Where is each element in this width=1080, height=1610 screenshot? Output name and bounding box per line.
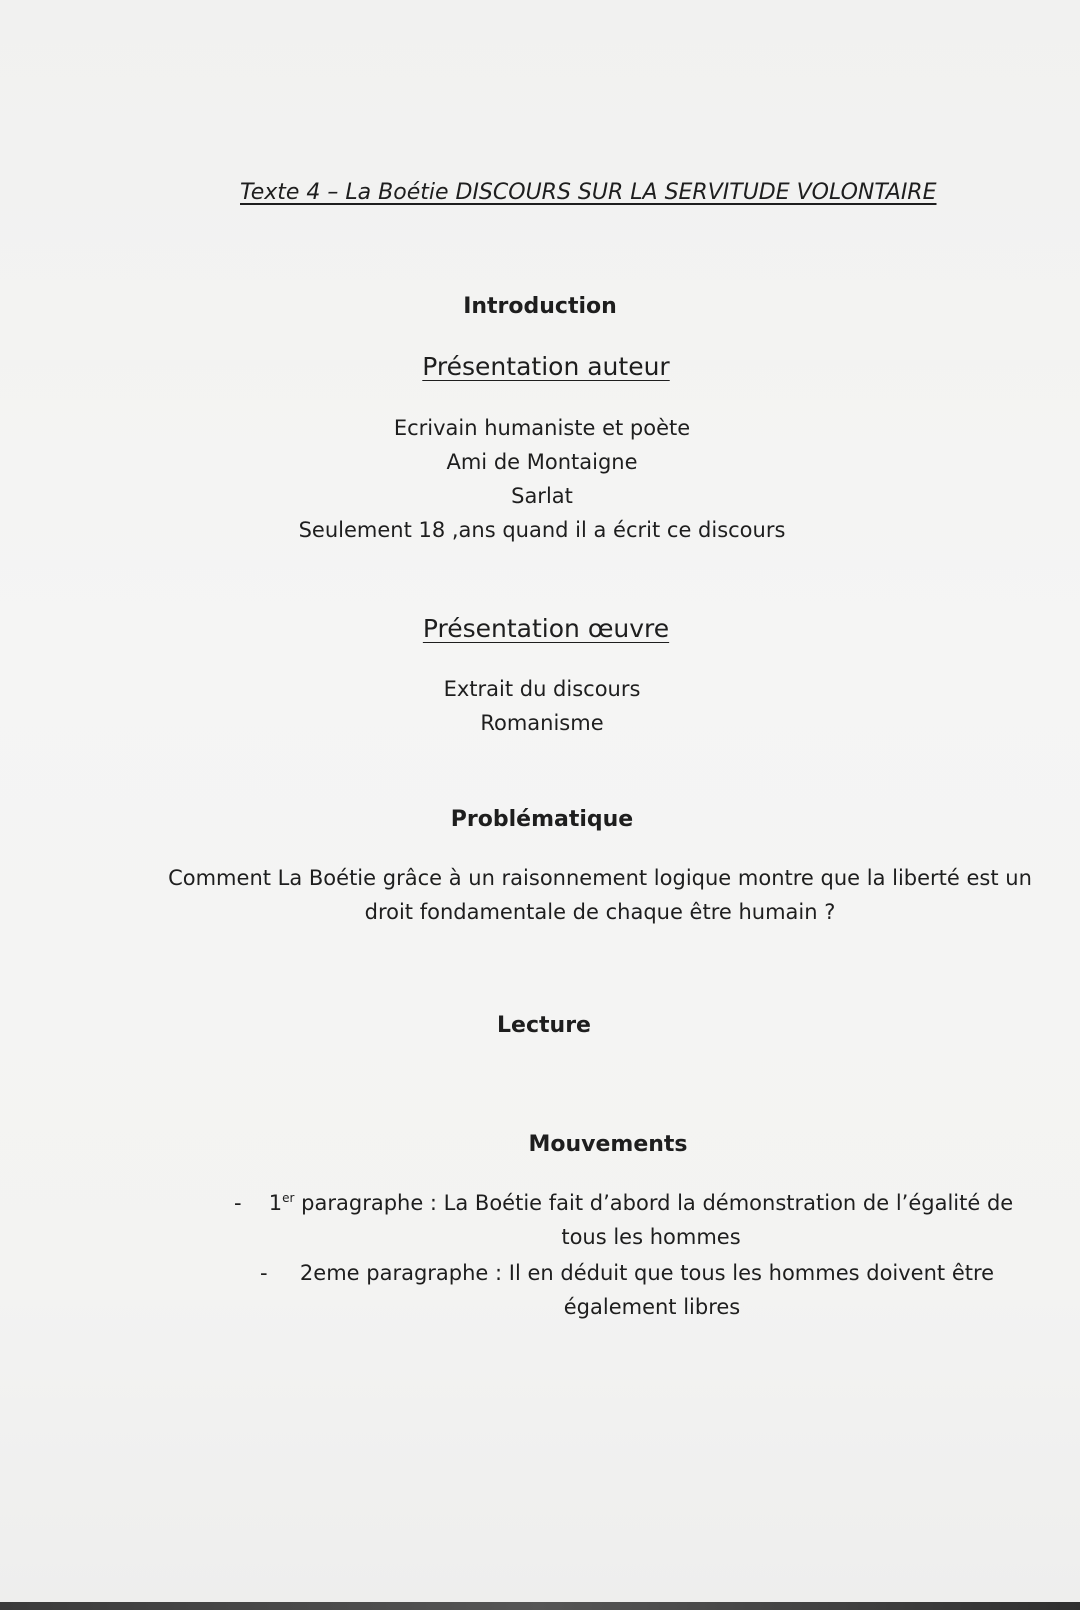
mouvement-1-line-2: tous les hommes [561, 1225, 741, 1249]
mouvement-2-line-1: 2eme paragraphe : Il en déduit que tous les hommes doivent être [299, 1261, 995, 1285]
problematique-line-1: Comment La Boétie grâce à un raisonnement logique montre que la liberté est un [168, 866, 1032, 890]
document-title [240, 178, 937, 208]
work-line-1: Extrait du discours [443, 677, 641, 701]
mouvement-1-number: 1 [268, 1191, 283, 1215]
problematique-heading: Problématique [450, 807, 634, 832]
author-section-heading: Présentation auteur [422, 352, 670, 381]
author-line-4: Seulement 18 ,ans quand il a écrit ce discours [298, 518, 786, 542]
document-title-main: DISCOURS SUR LA SERVITUDE VOLONTAIRE [455, 180, 937, 205]
work-section-heading: Présentation œuvre [422, 614, 670, 643]
mouvement-2-line-2: également libres [563, 1295, 741, 1319]
bullet-dash: - [234, 1191, 242, 1215]
author-line-2: Ami de Montaigne [446, 450, 638, 474]
mouvement-1-text: paragraphe : La Boétie fait d’abord la démonstration de l’égalité de [294, 1191, 1014, 1215]
mouvement-1-line-1 [101, 1188, 1080, 1218]
author-line-3: Sarlat [511, 484, 573, 508]
bullet-dash: - [260, 1261, 268, 1285]
page-bottom-edge [0, 1602, 1080, 1610]
lecture-heading: Lecture [497, 1013, 591, 1038]
problematique-line-2: droit fondamentale de chaque être humain ? [364, 900, 836, 924]
author-line-1: Ecrivain humaniste et poète [393, 416, 691, 440]
work-line-2: Romanisme [480, 711, 604, 735]
mouvements-heading: Mouvements [528, 1132, 688, 1157]
mouvement-1-superscript: er [282, 1191, 295, 1205]
introduction-heading: Introduction [463, 294, 617, 319]
document-title-prefix: Texte 4 – La Boétie [240, 180, 456, 205]
